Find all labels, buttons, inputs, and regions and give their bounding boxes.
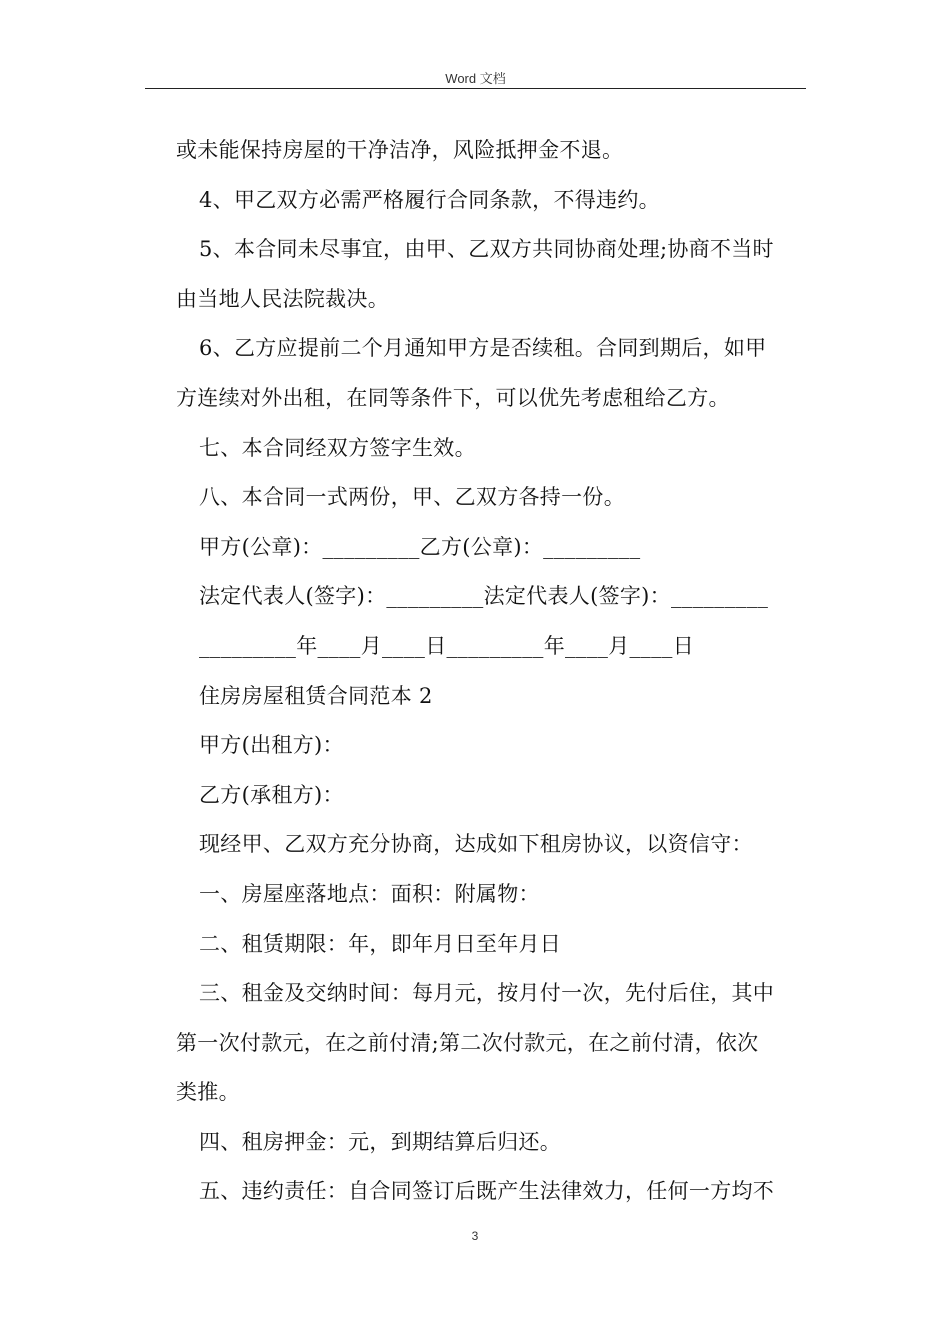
body-line: 五、违约责任：自合同签订后既产生法律效力，任何一方均不 [199,1179,775,1204]
body-line: 现经甲、乙双方充分协商，达成如下租房协议，以资信守： [199,832,753,857]
header-title: Word 文档 [445,71,506,86]
body-line: 第一次付款元，在之前付清;第二次付款元，在之前付清，依次 [176,1030,759,1055]
body-line: 二、租赁期限：年，即年月日至年月日 [199,931,562,956]
body-line: 七、本合同经双方签字生效。 [199,435,476,460]
signature-line-representatives: 法定代表人(签字)：_________法定代表人(签字)：_________ [199,584,769,609]
body-line: 乙方(承租方)： [199,782,344,807]
section-title: 住房房屋租赁合同范本 2 [199,683,433,708]
signature-line-dates: _________年____月____日_________年____月____日 [199,633,694,658]
body-line: 八、本合同一式两份，甲、乙双方各持一份。 [199,485,625,510]
signature-line-seals: 甲方(公章)：_________乙方(公章)：_________ [199,534,641,559]
body-line: 4、甲乙双方必需严格履行合同条款，不得违约。 [199,187,660,212]
body-line: 四、租房押金：元，到期结算后归还。 [199,1129,562,1154]
body-line: 5、本合同未尽事宜，由甲、乙双方共同协商处理;协商不当时 [199,237,774,262]
page-number: 3 [471,1229,479,1243]
body-line: 类推。 [176,1080,240,1105]
body-line: 一、房屋座落地点：面积：附属物： [199,881,540,906]
body-line: 或未能保持房屋的干净洁净，风险抵押金不退。 [176,138,624,162]
body-line: 6、乙方应提前二个月通知甲方是否续租。合同到期后，如甲 [199,336,767,361]
body-line: 三、租金及交纳时间：每月元，按月付一次，先付后住，其中 [199,981,775,1006]
body-line: 由当地人民法院裁决。 [176,286,389,311]
document-body [176,126,808,1217]
body-line: 方连续对外出租，在同等条件下，可以优先考虑租给乙方。 [176,385,730,410]
page-header [145,62,806,89]
body-line: 甲方(出租方)： [199,733,344,758]
